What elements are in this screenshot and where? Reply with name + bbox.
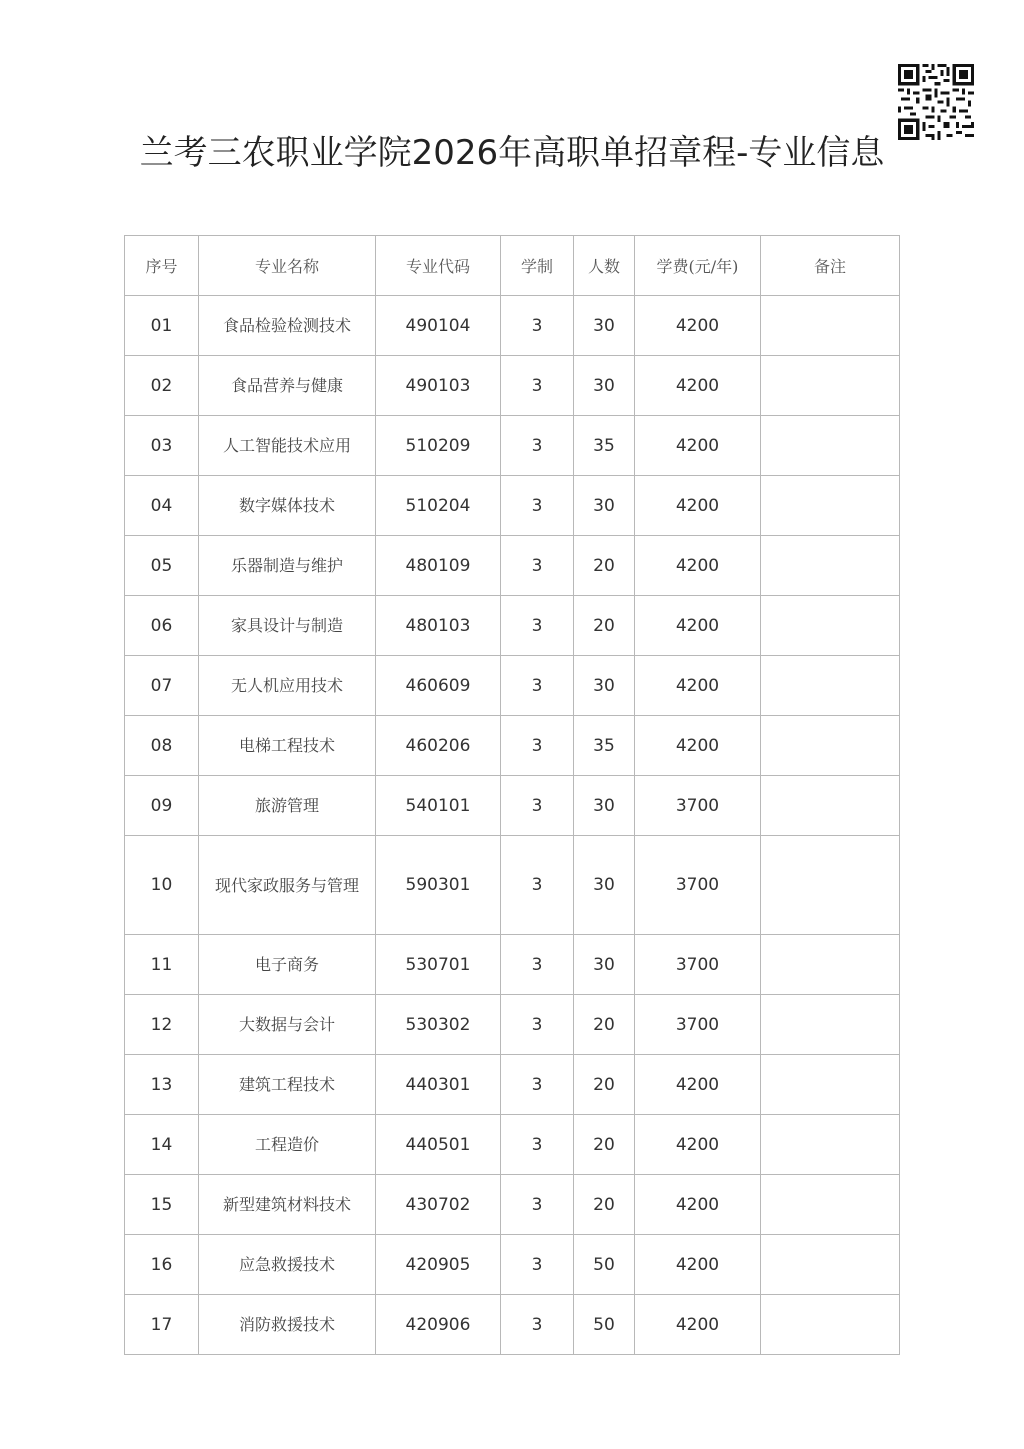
- table-row: [125, 1175, 900, 1235]
- cell-fee: 4200: [635, 356, 761, 416]
- cell-count: 30: [574, 296, 635, 356]
- cell-name: 家具设计与制造: [199, 596, 376, 656]
- cell-name: 工程造价: [199, 1115, 376, 1175]
- header-name: 专业名称: [199, 236, 376, 296]
- table-row: [125, 656, 900, 716]
- cell-fee: 3700: [635, 935, 761, 995]
- cell-name: 食品检验检测技术: [199, 296, 376, 356]
- cell-years: 3: [501, 596, 574, 656]
- cell-count: 50: [574, 1295, 635, 1355]
- cell-count: 20: [574, 1175, 635, 1235]
- cell-code: 440501: [376, 1115, 501, 1175]
- cell-count: 30: [574, 476, 635, 536]
- cell-fee: 4200: [635, 536, 761, 596]
- header-fee: 学费(元/年): [635, 236, 761, 296]
- cell-fee: 4200: [635, 716, 761, 776]
- cell-fee: 4200: [635, 596, 761, 656]
- cell-no: 07: [125, 656, 199, 716]
- cell-name: 应急救援技术: [199, 1235, 376, 1295]
- cell-years: 3: [501, 995, 574, 1055]
- cell-name: 人工智能技术应用: [199, 416, 376, 476]
- cell-code: 530701: [376, 935, 501, 995]
- cell-note: [761, 536, 900, 596]
- cell-years: 3: [501, 1055, 574, 1115]
- cell-code: 430702: [376, 1175, 501, 1235]
- cell-fee: 4200: [635, 656, 761, 716]
- cell-note: [761, 476, 900, 536]
- cell-count: 30: [574, 776, 635, 836]
- cell-years: 3: [501, 296, 574, 356]
- cell-name: 电梯工程技术: [199, 716, 376, 776]
- cell-name: 建筑工程技术: [199, 1055, 376, 1115]
- table-row: [125, 476, 900, 536]
- cell-code: 490103: [376, 356, 501, 416]
- cell-code: 460206: [376, 716, 501, 776]
- cell-code: 530302: [376, 995, 501, 1055]
- cell-years: 3: [501, 935, 574, 995]
- cell-name: 大数据与会计: [199, 995, 376, 1055]
- cell-fee: 4200: [635, 1235, 761, 1295]
- cell-years: 3: [501, 1295, 574, 1355]
- cell-count: 20: [574, 596, 635, 656]
- cell-years: 3: [501, 656, 574, 716]
- cell-note: [761, 995, 900, 1055]
- cell-note: [761, 656, 900, 716]
- table-row: [125, 1235, 900, 1295]
- cell-count: 20: [574, 536, 635, 596]
- cell-no: 05: [125, 536, 199, 596]
- cell-note: [761, 596, 900, 656]
- cell-code: 480103: [376, 596, 501, 656]
- cell-name: 电子商务: [199, 935, 376, 995]
- cell-note: [761, 1055, 900, 1115]
- cell-note: [761, 416, 900, 476]
- table-header-row: [125, 236, 900, 296]
- cell-fee: 4200: [635, 1115, 761, 1175]
- cell-fee: 4200: [635, 1055, 761, 1115]
- cell-note: [761, 716, 900, 776]
- cell-no: 08: [125, 716, 199, 776]
- cell-code: 590301: [376, 836, 501, 935]
- cell-note: [761, 776, 900, 836]
- cell-note: [761, 935, 900, 995]
- cell-no: 11: [125, 935, 199, 995]
- cell-years: 3: [501, 836, 574, 935]
- cell-years: 3: [501, 776, 574, 836]
- cell-note: [761, 296, 900, 356]
- cell-name: 新型建筑材料技术: [199, 1175, 376, 1235]
- cell-years: 3: [501, 356, 574, 416]
- cell-name: 现代家政服务与管理: [199, 836, 376, 935]
- cell-code: 420905: [376, 1235, 501, 1295]
- cell-code: 540101: [376, 776, 501, 836]
- cell-years: 3: [501, 416, 574, 476]
- table-row: [125, 776, 900, 836]
- cell-no: 03: [125, 416, 199, 476]
- cell-note: [761, 1295, 900, 1355]
- cell-code: 440301: [376, 1055, 501, 1115]
- cell-note: [761, 1175, 900, 1235]
- cell-no: 17: [125, 1295, 199, 1355]
- cell-count: 20: [574, 1055, 635, 1115]
- cell-no: 16: [125, 1235, 199, 1295]
- cell-code: 490104: [376, 296, 501, 356]
- cell-code: 420906: [376, 1295, 501, 1355]
- table-row: [125, 416, 900, 476]
- cell-no: 04: [125, 476, 199, 536]
- table-row: [125, 536, 900, 596]
- cell-years: 3: [501, 536, 574, 596]
- cell-name: 食品营养与健康: [199, 356, 376, 416]
- header-code: 专业代码: [376, 236, 501, 296]
- cell-name: 乐器制造与维护: [199, 536, 376, 596]
- cell-note: [761, 1235, 900, 1295]
- cell-count: 30: [574, 935, 635, 995]
- cell-no: 10: [125, 836, 199, 935]
- cell-fee: 3700: [635, 836, 761, 935]
- cell-count: 50: [574, 1235, 635, 1295]
- table-row: [125, 1115, 900, 1175]
- cell-years: 3: [501, 1175, 574, 1235]
- cell-fee: 4200: [635, 416, 761, 476]
- cell-name: 数字媒体技术: [199, 476, 376, 536]
- table-row: [125, 296, 900, 356]
- cell-count: 20: [574, 1115, 635, 1175]
- cell-name: 旅游管理: [199, 776, 376, 836]
- table-row: [125, 1055, 900, 1115]
- cell-no: 06: [125, 596, 199, 656]
- cell-years: 3: [501, 1115, 574, 1175]
- majors-table: [124, 235, 900, 1355]
- table-row: [125, 716, 900, 776]
- cell-no: 09: [125, 776, 199, 836]
- cell-note: [761, 356, 900, 416]
- cell-no: 15: [125, 1175, 199, 1235]
- cell-count: 30: [574, 836, 635, 935]
- table-row: [125, 356, 900, 416]
- cell-no: 01: [125, 296, 199, 356]
- cell-count: 35: [574, 416, 635, 476]
- cell-note: [761, 1115, 900, 1175]
- cell-no: 12: [125, 995, 199, 1055]
- document-title: 兰考三农职业学院2026年高职单招章程-专业信息: [139, 133, 885, 173]
- cell-fee: 4200: [635, 296, 761, 356]
- header-no: 序号: [125, 236, 199, 296]
- header-count: 人数: [574, 236, 635, 296]
- cell-count: 35: [574, 716, 635, 776]
- cell-fee: 3700: [635, 995, 761, 1055]
- cell-fee: 3700: [635, 776, 761, 836]
- cell-count: 30: [574, 656, 635, 716]
- table-row: [125, 995, 900, 1055]
- cell-code: 460609: [376, 656, 501, 716]
- header-note: 备注: [761, 236, 900, 296]
- cell-years: 3: [501, 1235, 574, 1295]
- cell-fee: 4200: [635, 476, 761, 536]
- cell-no: 02: [125, 356, 199, 416]
- cell-code: 510209: [376, 416, 501, 476]
- cell-name: 消防救援技术: [199, 1295, 376, 1355]
- cell-count: 20: [574, 995, 635, 1055]
- cell-code: 480109: [376, 536, 501, 596]
- cell-no: 13: [125, 1055, 199, 1115]
- table-row: [125, 1295, 900, 1355]
- cell-name: 无人机应用技术: [199, 656, 376, 716]
- table-row: [125, 935, 900, 995]
- cell-fee: 4200: [635, 1295, 761, 1355]
- cell-note: [761, 836, 900, 935]
- cell-no: 14: [125, 1115, 199, 1175]
- cell-years: 3: [501, 476, 574, 536]
- qr-code-icon: [898, 64, 974, 140]
- table-row: [125, 596, 900, 656]
- table-row: [125, 836, 900, 935]
- cell-count: 30: [574, 356, 635, 416]
- cell-years: 3: [501, 716, 574, 776]
- header-years: 学制: [501, 236, 574, 296]
- cell-fee: 4200: [635, 1175, 761, 1235]
- cell-code: 510204: [376, 476, 501, 536]
